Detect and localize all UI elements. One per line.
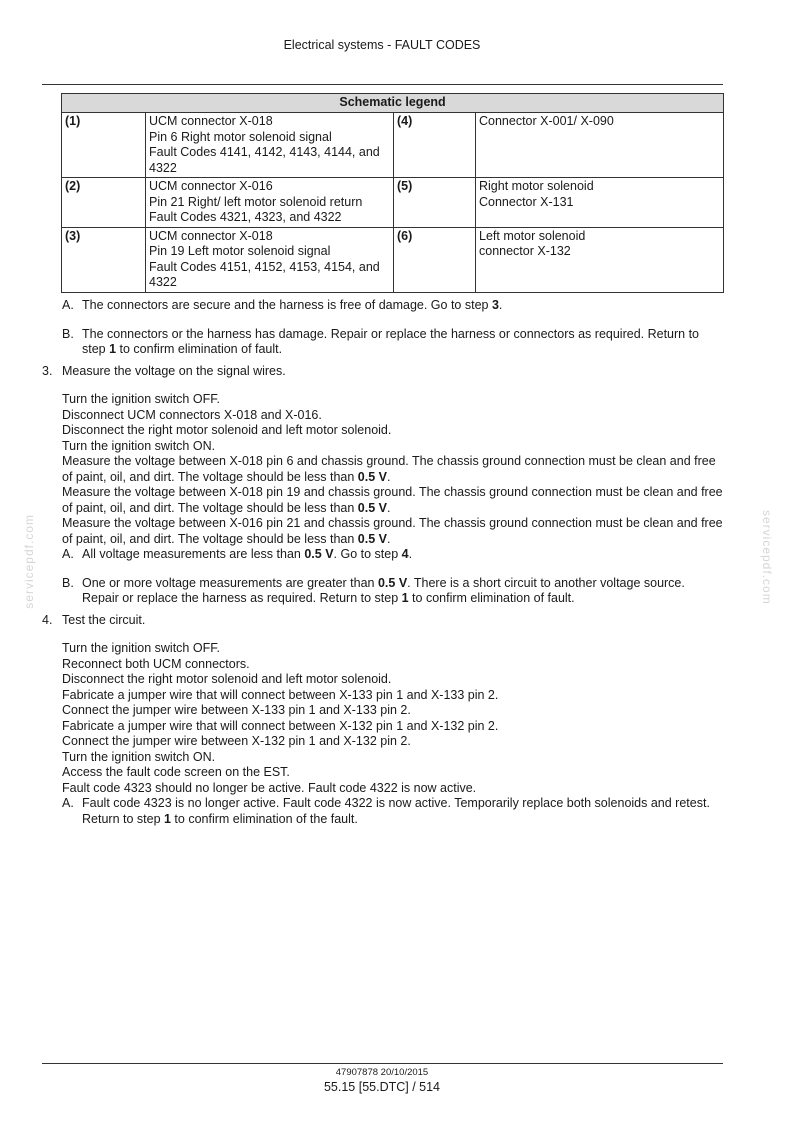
instruction: Disconnect the right motor solenoid and left motor solenoid.	[62, 423, 392, 437]
measurement-instruction: Measure the voltage between X-018 pin 6 and chassis ground. The chassis ground connection must be clean and free of paint, oil, and dirt. The voltage should be less than 0.5 V.	[62, 454, 716, 484]
option-label: B.	[62, 575, 74, 590]
legend-number: (5)	[394, 178, 476, 228]
option-label: A.	[62, 796, 74, 810]
legend-line: UCM connector X-018	[149, 114, 273, 128]
option-text: All voltage measurements are less than 0.5 V. Go to step 4.	[82, 547, 413, 561]
instruction: Connect the jumper wire between X-133 pin 1 and X-133 pin 2.	[62, 703, 411, 717]
step4-heading	[42, 613, 723, 629]
legend-line: Right motor solenoid	[479, 179, 594, 193]
instruction: Fault code 4323 should no longer be active. Fault code 4322 is now active.	[62, 780, 477, 795]
legend-description	[476, 178, 724, 228]
watermark-right: servicepdf.com	[760, 510, 774, 605]
step-title: Measure the voltage on the signal wires.	[62, 363, 286, 378]
legend-line: 4322	[149, 160, 177, 175]
step4-option-a	[42, 796, 723, 827]
legend-line: Fault Codes 4141, 4142, 4143, 4144, and	[149, 145, 380, 159]
legend-description	[146, 113, 394, 178]
legend-line: Left motor solenoid	[479, 228, 586, 243]
option-label: B.	[62, 326, 74, 341]
option-text: The connectors or the harness has damage. Repair or replace the harness or connectors as required. Return to step 1 to confirm elimination of fault.	[82, 326, 700, 356]
footer-page-number: 55.15 [55.DTC] / 514	[323, 1080, 441, 1094]
legend-line: 4322	[149, 275, 177, 289]
legend-number: (4)	[394, 113, 476, 178]
option-label: A.	[62, 547, 74, 561]
step-number: 3.	[42, 363, 53, 378]
legend-line: Fault Codes 4151, 4152, 4153, 4154, and	[149, 259, 380, 274]
legend-line: Connector X-001/ X-090	[479, 114, 614, 128]
legend-description	[476, 113, 724, 178]
legend-number: (6)	[394, 227, 476, 292]
legend-line: Pin 6 Right motor solenoid signal	[149, 129, 332, 144]
instruction: Disconnect UCM connectors X-018 and X-016.	[62, 407, 322, 422]
step2-option-a	[42, 298, 723, 314]
procedure-content	[42, 298, 723, 840]
measurement-instruction: Measure the voltage between X-018 pin 19 and chassis ground. The chassis ground connection must be clean and free of paint, oil, and dirt. The voltage should be less than 0.5 V.	[62, 485, 723, 515]
step3-option-b	[42, 576, 723, 607]
schematic-legend-table	[61, 93, 724, 293]
step-number: 4.	[42, 612, 53, 627]
legend-line: UCM connector X-016	[149, 179, 273, 193]
legend-line: Pin 19 Left motor solenoid signal	[149, 244, 331, 258]
option-text: The connectors are secure and the harness is free of damage. Go to step 3.	[82, 298, 503, 312]
footer-divider	[42, 1063, 723, 1064]
legend-number: (2)	[62, 178, 146, 228]
legend-number: (3)	[62, 227, 146, 292]
legend-line: Pin 21 Right/ left motor solenoid return	[149, 194, 363, 209]
header-divider	[42, 84, 723, 85]
option-label: A.	[62, 298, 74, 312]
legend-line: Fault Codes 4321, 4323, and 4322	[149, 210, 342, 224]
legend-row	[62, 227, 724, 292]
measurement-instruction: Measure the voltage between X-016 pin 21 and chassis ground. The chassis ground connection must be clean and free of paint, oil, and dirt. The voltage should be less than 0.5 V.	[62, 516, 723, 546]
legend-description	[146, 227, 394, 292]
option-text: Fault code 4323 is no longer active. Fault code 4322 is now active. Temporarily replace both solenoids and retest. Return to step 1 to confirm elimination of the fault.	[82, 796, 710, 826]
legend-line: connector X-132	[479, 244, 571, 258]
step2-option-b	[42, 327, 723, 358]
instruction: Turn the ignition switch OFF.	[62, 641, 220, 655]
legend-row	[62, 178, 724, 228]
instruction: Turn the ignition switch ON.	[62, 749, 216, 764]
instruction: Turn the ignition switch OFF.	[62, 392, 220, 406]
option-text: One or more voltage measurements are greater than 0.5 V. There is a short circuit to another voltage source. Repair or replace the harness as required. Return to step 1 to confirm elimination of fault.	[82, 575, 685, 605]
legend-number: (1)	[62, 113, 146, 178]
instruction: Connect the jumper wire between X-132 pin 1 and X-132 pin 2.	[62, 734, 411, 748]
page-header-title: Electrical systems - FAULT CODES	[283, 38, 481, 52]
step-title: Test the circuit.	[62, 612, 146, 627]
legend-description	[476, 227, 724, 292]
instruction: Access the fault code screen on the EST.	[62, 765, 290, 779]
legend-heading: Schematic legend	[62, 94, 724, 113]
instruction: Turn the ignition switch ON.	[62, 438, 216, 453]
footer-document-id: 47907878 20/10/2015	[335, 1067, 429, 1078]
legend-line: UCM connector X-018	[149, 228, 273, 243]
step3-heading	[42, 364, 723, 380]
instruction: Disconnect the right motor solenoid and left motor solenoid.	[62, 672, 392, 686]
legend-line: Connector X-131	[479, 194, 574, 209]
step3-option-a	[42, 547, 723, 563]
instruction: Fabricate a jumper wire that will connect between X-133 pin 1 and X-133 pin 2.	[62, 687, 499, 702]
instruction: Fabricate a jumper wire that will connect between X-132 pin 1 and X-132 pin 2.	[62, 718, 499, 733]
watermark-left: servicepdf.com	[22, 514, 36, 609]
legend-row	[62, 113, 724, 178]
legend-description	[146, 178, 394, 228]
instruction: Reconnect both UCM connectors.	[62, 656, 250, 671]
